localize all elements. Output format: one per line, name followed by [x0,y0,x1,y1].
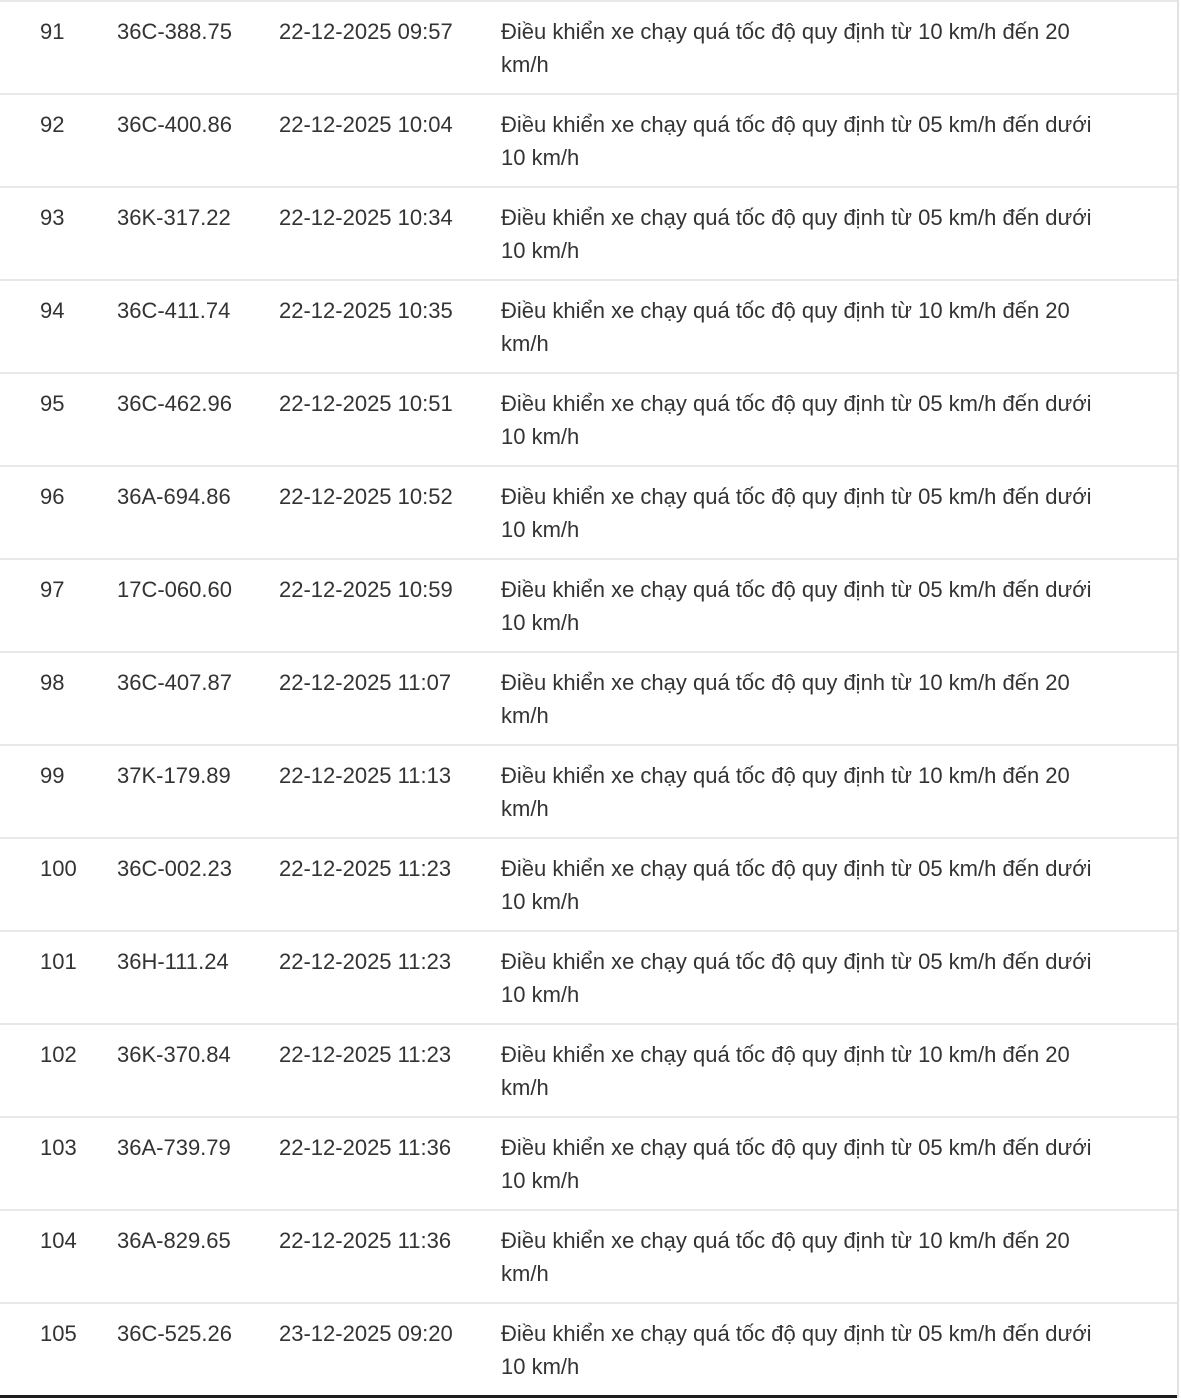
violation-datetime: 22-12-2025 10:51 [279,391,453,416]
license-plate: 36C-388.75 [117,19,232,44]
table-row [0,931,1177,1024]
violation-description: Điều khiển xe chạy quá tốc độ quy định từ 10 km/h đến 20 km/h [501,670,1070,728]
row-number: 99 [40,763,65,788]
license-plate: 36A-739.79 [117,1135,231,1160]
license-plate: 36H-111.24 [117,949,229,974]
violation-description: Điều khiển xe chạy quá tốc độ quy định từ 10 km/h đến 20 km/h [501,1042,1070,1100]
table-row [0,1303,1177,1397]
violation-description: Điều khiển xe chạy quá tốc độ quy định từ 05 km/h đến dưới 10 km/h [501,391,1092,449]
violation-datetime: 22-12-2025 11:13 [279,763,452,788]
table-row [0,1210,1177,1303]
violation-description: Điều khiển xe chạy quá tốc độ quy định từ 05 km/h đến dưới 10 km/h [501,112,1092,170]
table-row [0,373,1177,466]
license-plate: 36K-317.22 [117,205,231,230]
license-plate: 37K-179.89 [117,763,231,788]
table-row [0,559,1177,652]
row-number: 95 [40,391,65,416]
row-number: 94 [40,298,65,323]
table-row [0,466,1177,559]
license-plate: 36C-002.23 [117,856,232,881]
license-plate: 36A-829.65 [117,1228,231,1253]
violation-datetime: 22-12-2025 10:59 [279,577,453,602]
violation-datetime: 22-12-2025 11:07 [279,670,452,695]
violation-datetime: 22-12-2025 11:23 [279,949,452,974]
row-number: 104 [40,1228,77,1253]
row-number: 102 [40,1042,77,1067]
row-number: 105 [40,1321,77,1346]
row-number: 96 [40,484,65,509]
license-plate: 36C-411.74 [117,298,231,323]
license-plate: 36C-407.87 [117,670,232,695]
row-number: 100 [40,856,77,881]
license-plate: 36A-694.86 [117,484,231,509]
violation-description: Điều khiển xe chạy quá tốc độ quy định từ 10 km/h đến 20 km/h [501,763,1070,821]
license-plate: 36K-370.84 [117,1042,231,1067]
violation-datetime: 22-12-2025 09:57 [279,19,453,44]
violation-datetime: 23-12-2025 09:20 [279,1321,453,1346]
table-row [0,1,1177,94]
license-plate: 36C-462.96 [117,391,232,416]
violation-datetime: 22-12-2025 10:04 [279,112,453,137]
license-plate: 17C-060.60 [117,577,232,602]
table-row [0,1117,1177,1210]
violation-description: Điều khiển xe chạy quá tốc độ quy định từ 05 km/h đến dưới 10 km/h [501,856,1092,914]
violation-description: Điều khiển xe chạy quá tốc độ quy định từ 05 km/h đến dưới 10 km/h [501,1135,1092,1193]
row-number: 101 [40,949,77,974]
violation-datetime: 22-12-2025 10:34 [279,205,453,230]
row-number: 103 [40,1135,77,1160]
violation-description: Điều khiển xe chạy quá tốc độ quy định từ 05 km/h đến dưới 10 km/h [501,577,1092,635]
violation-datetime: 22-12-2025 11:36 [279,1228,452,1253]
violation-description: Điều khiển xe chạy quá tốc độ quy định từ 10 km/h đến 20 km/h [501,19,1070,77]
license-plate: 36C-400.86 [117,112,232,137]
row-number: 92 [40,112,65,137]
table-row [0,94,1177,187]
violation-datetime: 22-12-2025 10:52 [279,484,453,509]
row-number: 91 [40,19,65,44]
violation-description: Điều khiển xe chạy quá tốc độ quy định từ 10 km/h đến 20 km/h [501,1228,1070,1286]
license-plate: 36C-525.26 [117,1321,232,1346]
violation-description: Điều khiển xe chạy quá tốc độ quy định từ 05 km/h đến dưới 10 km/h [501,205,1092,263]
row-number: 97 [40,577,65,602]
violation-datetime: 22-12-2025 11:23 [279,1042,452,1067]
table-row [0,838,1177,931]
table-row [0,280,1177,373]
violation-description: Điều khiển xe chạy quá tốc độ quy định từ 05 km/h đến dưới 10 km/h [501,1321,1092,1379]
table-row [0,187,1177,280]
violation-description: Điều khiển xe chạy quá tốc độ quy định từ 05 km/h đến dưới 10 km/h [501,484,1092,542]
table-row [0,652,1177,745]
violation-description: Điều khiển xe chạy quá tốc độ quy định từ 10 km/h đến 20 km/h [501,298,1070,356]
violation-datetime: 22-12-2025 11:23 [279,856,452,881]
violation-datetime: 22-12-2025 10:35 [279,298,453,323]
row-number: 93 [40,205,65,230]
violation-datetime: 22-12-2025 11:36 [279,1135,452,1160]
row-number: 98 [40,670,65,695]
table-row [0,1024,1177,1117]
table-row [0,745,1177,838]
violation-description: Điều khiển xe chạy quá tốc độ quy định từ 05 km/h đến dưới 10 km/h [501,949,1092,1007]
